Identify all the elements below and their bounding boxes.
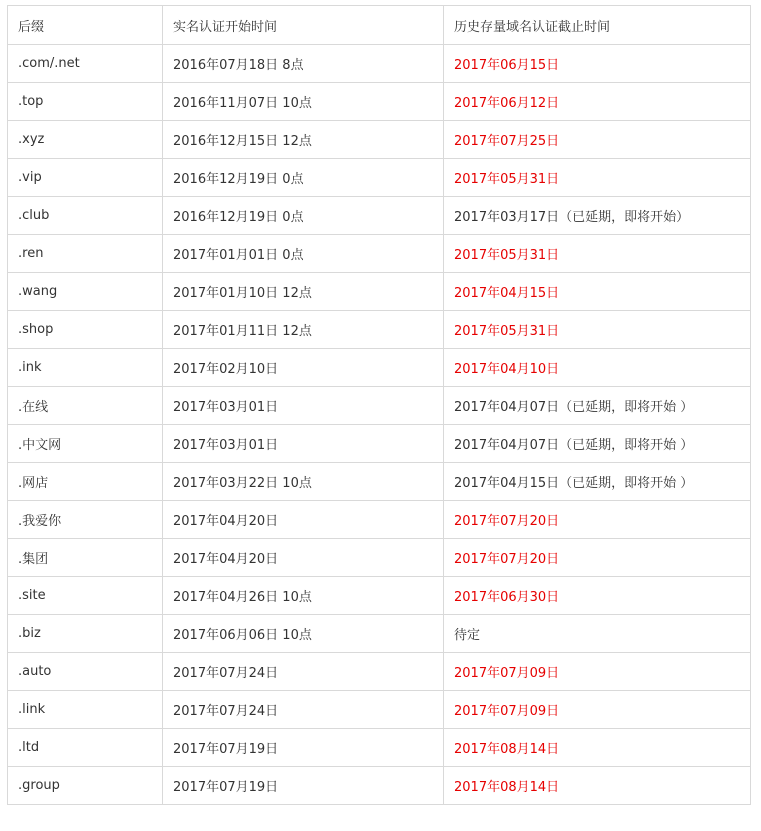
cell-suffix: .link (8, 691, 163, 729)
table-row (8, 349, 751, 387)
table-row (8, 615, 751, 653)
table-row (8, 767, 751, 805)
cell-start-time: 2017年07月24日 (163, 691, 444, 729)
cell-deadline: 2017年06月15日 (444, 45, 751, 83)
table-row (8, 121, 751, 159)
cell-start-time: 2017年03月01日 (163, 425, 444, 463)
cell-start-time: 2017年04月20日 (163, 501, 444, 539)
cell-suffix: .ren (8, 235, 163, 273)
cell-deadline: 2017年04月07日（已延期，即将开始 ） (444, 387, 751, 425)
cell-deadline: 2017年05月31日 (444, 311, 751, 349)
header-suffix: 后缀 (8, 6, 163, 45)
cell-deadline: 2017年05月31日 (444, 159, 751, 197)
cell-deadline: 2017年08月14日 (444, 767, 751, 805)
table-row (8, 577, 751, 615)
cell-deadline: 2017年04月15日（已延期，即将开始 ） (444, 463, 751, 501)
cell-deadline: 2017年04月15日 (444, 273, 751, 311)
cell-suffix: .site (8, 577, 163, 615)
cell-start-time: 2017年04月26日 10点 (163, 577, 444, 615)
cell-suffix: .ink (8, 349, 163, 387)
table-row (8, 45, 751, 83)
cell-suffix: .group (8, 767, 163, 805)
cell-deadline: 2017年04月07日（已延期，即将开始 ） (444, 425, 751, 463)
table-body (8, 6, 751, 805)
cell-start-time: 2017年01月11日 12点 (163, 311, 444, 349)
cell-start-time: 2017年07月19日 (163, 767, 444, 805)
cell-deadline: 2017年07月09日 (444, 653, 751, 691)
cell-start-time: 2017年01月10日 12点 (163, 273, 444, 311)
cell-deadline: 2017年06月30日 (444, 577, 751, 615)
domain-verification-table (7, 5, 751, 805)
cell-start-time: 2017年07月19日 (163, 729, 444, 767)
table-row (8, 501, 751, 539)
cell-deadline: 2017年06月12日 (444, 83, 751, 121)
table-row (8, 729, 751, 767)
cell-suffix: .xyz (8, 121, 163, 159)
table-row (8, 463, 751, 501)
cell-start-time: 2016年12月19日 0点 (163, 197, 444, 235)
cell-deadline: 2017年08月14日 (444, 729, 751, 767)
cell-suffix: .集团 (8, 539, 163, 577)
table-row (8, 197, 751, 235)
domain-verification-table-wrapper (7, 5, 751, 805)
cell-start-time: 2017年06月06日 10点 (163, 615, 444, 653)
cell-start-time: 2017年02月10日 (163, 349, 444, 387)
cell-start-time: 2016年12月15日 12点 (163, 121, 444, 159)
cell-suffix: .top (8, 83, 163, 121)
cell-deadline: 待定 (444, 615, 751, 653)
cell-start-time: 2017年01月01日 0点 (163, 235, 444, 273)
table-row (8, 425, 751, 463)
table-row (8, 311, 751, 349)
cell-start-time: 2017年07月24日 (163, 653, 444, 691)
cell-suffix: .中文网 (8, 425, 163, 463)
cell-suffix: .vip (8, 159, 163, 197)
table-row (8, 235, 751, 273)
cell-suffix: .biz (8, 615, 163, 653)
cell-deadline: 2017年07月20日 (444, 539, 751, 577)
cell-start-time: 2017年03月01日 (163, 387, 444, 425)
cell-deadline: 2017年05月31日 (444, 235, 751, 273)
table-row (8, 273, 751, 311)
table-row (8, 653, 751, 691)
cell-deadline: 2017年07月25日 (444, 121, 751, 159)
table-row (8, 387, 751, 425)
cell-deadline: 2017年07月09日 (444, 691, 751, 729)
header-deadline: 历史存量域名认证截止时间 (444, 6, 751, 45)
cell-suffix: .com/.net (8, 45, 163, 83)
cell-start-time: 2016年12月19日 0点 (163, 159, 444, 197)
cell-suffix: .在线 (8, 387, 163, 425)
table-header-row (8, 6, 751, 45)
header-start-time: 实名认证开始时间 (163, 6, 444, 45)
cell-suffix: .shop (8, 311, 163, 349)
cell-suffix: .网店 (8, 463, 163, 501)
cell-start-time: 2016年07月18日 8点 (163, 45, 444, 83)
cell-start-time: 2016年11月07日 10点 (163, 83, 444, 121)
cell-suffix: .club (8, 197, 163, 235)
cell-start-time: 2017年03月22日 10点 (163, 463, 444, 501)
cell-deadline: 2017年04月10日 (444, 349, 751, 387)
table-row (8, 691, 751, 729)
cell-suffix: .我爱你 (8, 501, 163, 539)
table-row (8, 83, 751, 121)
table-row (8, 159, 751, 197)
cell-deadline: 2017年03月17日（已延期，即将开始） (444, 197, 751, 235)
cell-suffix: .ltd (8, 729, 163, 767)
cell-suffix: .auto (8, 653, 163, 691)
cell-deadline: 2017年07月20日 (444, 501, 751, 539)
table-row (8, 539, 751, 577)
cell-start-time: 2017年04月20日 (163, 539, 444, 577)
cell-suffix: .wang (8, 273, 163, 311)
